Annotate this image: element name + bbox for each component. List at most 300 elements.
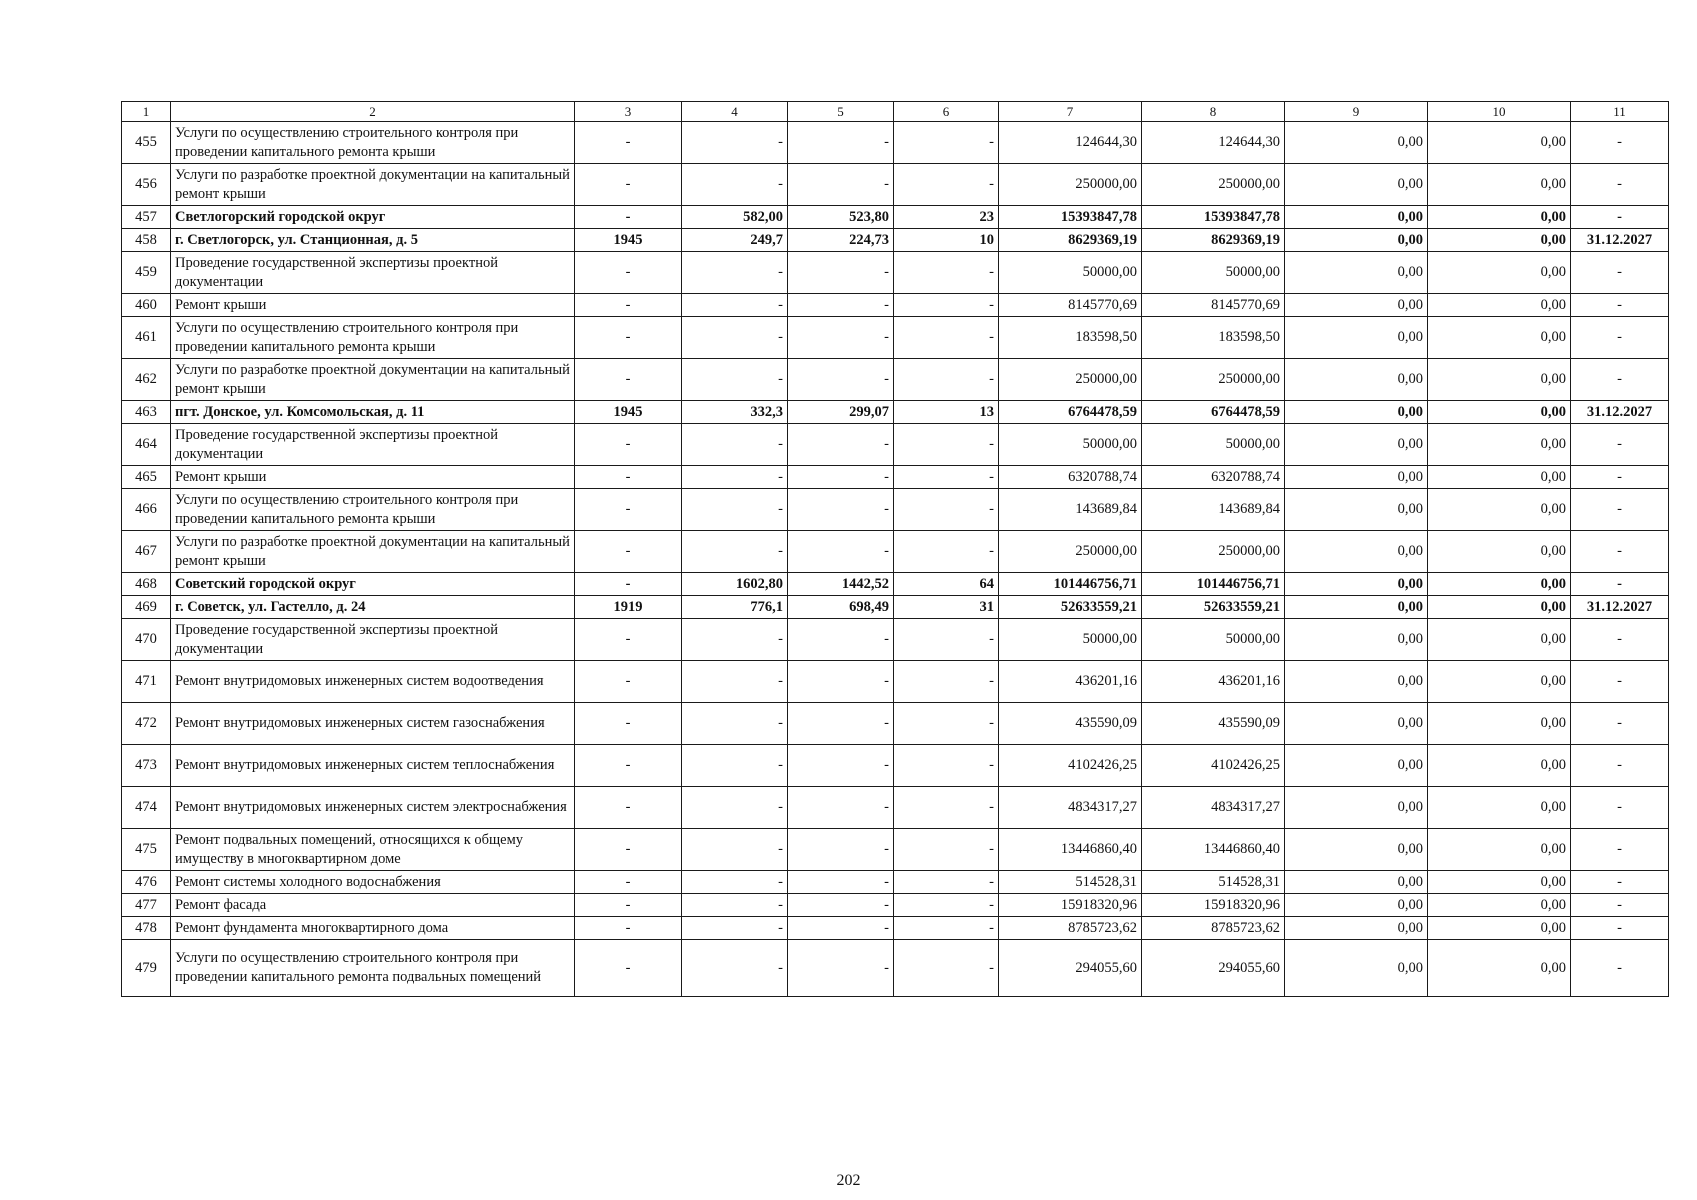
item-name-cell: г. Светлогорск, ул. Станционная, д. 5	[171, 229, 575, 252]
year-cell: -	[575, 917, 682, 940]
item-name-cell: Ремонт подвальных помещений, относящихся к общему имуществу в многоквартирном доме	[171, 829, 575, 871]
cost-budget-cell: 0,00	[1285, 871, 1428, 894]
residents-cell: -	[894, 424, 999, 466]
residents-cell: -	[894, 164, 999, 206]
area-total-cell: 332,3	[682, 401, 788, 424]
item-name-cell: Проведение государственной экспертизы проектной документации	[171, 252, 575, 294]
item-name-cell: Ремонт внутридомовых инженерных систем электроснабжения	[171, 787, 575, 829]
area-living-cell: -	[788, 829, 894, 871]
table-row	[122, 359, 1669, 401]
item-name-cell: Ремонт фасада	[171, 894, 575, 917]
item-name-cell: Ремонт внутридомовых инженерных систем теплоснабжения	[171, 745, 575, 787]
area-total-cell: -	[682, 745, 788, 787]
item-name-cell: Услуги по разработке проектной документации на капитальный ремонт крыши	[171, 359, 575, 401]
cost-budget-cell: 0,00	[1285, 787, 1428, 829]
year-cell: -	[575, 531, 682, 573]
item-name-cell: Ремонт внутридомовых инженерных систем водоотведения	[171, 661, 575, 703]
year-cell: -	[575, 745, 682, 787]
cost-total-cell: 250000,00	[999, 164, 1142, 206]
area-total-cell: -	[682, 317, 788, 359]
table-row	[122, 252, 1669, 294]
residents-cell: -	[894, 466, 999, 489]
residents-cell: -	[894, 661, 999, 703]
cost-fund-cell: 4102426,25	[1142, 745, 1285, 787]
table-row	[122, 531, 1669, 573]
cost-other-cell: 0,00	[1428, 489, 1571, 531]
deadline-cell: -	[1571, 745, 1669, 787]
cost-other-cell: 0,00	[1428, 206, 1571, 229]
cost-fund-cell: 13446860,40	[1142, 829, 1285, 871]
year-cell: -	[575, 703, 682, 745]
table-row	[122, 573, 1669, 596]
page-number: 202	[836, 1172, 861, 1189]
area-living-cell: -	[788, 294, 894, 317]
table-row	[122, 294, 1669, 317]
cost-other-cell: 0,00	[1428, 252, 1571, 294]
area-living-cell: -	[788, 317, 894, 359]
area-living-cell: -	[788, 894, 894, 917]
residents-cell: -	[894, 489, 999, 531]
cost-fund-cell: 50000,00	[1142, 424, 1285, 466]
area-total-cell: -	[682, 359, 788, 401]
year-cell: -	[575, 894, 682, 917]
header-cell-4: 4	[682, 102, 788, 122]
table-row	[122, 829, 1669, 871]
area-living-cell: 698,49	[788, 596, 894, 619]
row-number-cell: 457	[122, 206, 171, 229]
deadline-cell: -	[1571, 661, 1669, 703]
item-name-cell: Проведение государственной экспертизы проектной документации	[171, 619, 575, 661]
cost-total-cell: 52633559,21	[999, 596, 1142, 619]
header-cell-2: 2	[171, 102, 575, 122]
year-cell: -	[575, 317, 682, 359]
cost-other-cell: 0,00	[1428, 940, 1571, 997]
cost-total-cell: 6320788,74	[999, 466, 1142, 489]
row-number-cell: 469	[122, 596, 171, 619]
table-row	[122, 940, 1669, 997]
cost-total-cell: 143689,84	[999, 489, 1142, 531]
cost-total-cell: 50000,00	[999, 252, 1142, 294]
cost-budget-cell: 0,00	[1285, 317, 1428, 359]
deadline-cell: -	[1571, 317, 1669, 359]
table-row	[122, 871, 1669, 894]
area-living-cell: -	[788, 661, 894, 703]
deadline-cell: -	[1571, 787, 1669, 829]
item-name-cell: Проведение государственной экспертизы проектной документации	[171, 424, 575, 466]
year-cell: -	[575, 164, 682, 206]
row-number-cell: 474	[122, 787, 171, 829]
deadline-cell: -	[1571, 940, 1669, 997]
residents-cell: -	[894, 787, 999, 829]
header-cell-8: 8	[1142, 102, 1285, 122]
residents-cell: -	[894, 252, 999, 294]
table-row	[122, 661, 1669, 703]
residents-cell: 64	[894, 573, 999, 596]
year-cell: -	[575, 359, 682, 401]
area-living-cell: -	[788, 359, 894, 401]
residents-cell: -	[894, 122, 999, 164]
table-row	[122, 917, 1669, 940]
area-total-cell: -	[682, 871, 788, 894]
area-total-cell: 582,00	[682, 206, 788, 229]
table-row	[122, 164, 1669, 206]
area-living-cell: -	[788, 164, 894, 206]
row-number-cell: 468	[122, 573, 171, 596]
year-cell: -	[575, 619, 682, 661]
area-total-cell: 776,1	[682, 596, 788, 619]
area-living-cell: -	[788, 871, 894, 894]
deadline-cell: -	[1571, 424, 1669, 466]
header-cell-11: 11	[1571, 102, 1669, 122]
cost-fund-cell: 183598,50	[1142, 317, 1285, 359]
cost-total-cell: 250000,00	[999, 359, 1142, 401]
cost-total-cell: 8629369,19	[999, 229, 1142, 252]
cost-other-cell: 0,00	[1428, 829, 1571, 871]
item-name-cell: Ремонт крыши	[171, 466, 575, 489]
cost-fund-cell: 52633559,21	[1142, 596, 1285, 619]
area-living-cell: 299,07	[788, 401, 894, 424]
item-name-cell: Ремонт фундамента многоквартирного дома	[171, 917, 575, 940]
cost-budget-cell: 0,00	[1285, 661, 1428, 703]
cost-other-cell: 0,00	[1428, 871, 1571, 894]
cost-budget-cell: 0,00	[1285, 401, 1428, 424]
item-name-cell: г. Советск, ул. Гастелло, д. 24	[171, 596, 575, 619]
header-cell-3: 3	[575, 102, 682, 122]
row-number-cell: 473	[122, 745, 171, 787]
header-cell-9: 9	[1285, 102, 1428, 122]
row-number-cell: 471	[122, 661, 171, 703]
cost-fund-cell: 8629369,19	[1142, 229, 1285, 252]
deadline-cell: -	[1571, 122, 1669, 164]
residents-cell: -	[894, 917, 999, 940]
cost-total-cell: 15393847,78	[999, 206, 1142, 229]
table-row	[122, 401, 1669, 424]
cost-fund-cell: 6320788,74	[1142, 466, 1285, 489]
row-number-cell: 475	[122, 829, 171, 871]
area-living-cell: -	[788, 122, 894, 164]
area-total-cell: -	[682, 294, 788, 317]
table-row	[122, 619, 1669, 661]
item-name-cell: Услуги по осуществлению строительного контроля при проведении капитального ремонта крыши	[171, 122, 575, 164]
residents-cell: -	[894, 829, 999, 871]
area-living-cell: -	[788, 252, 894, 294]
budget-table	[121, 101, 1669, 997]
cost-total-cell: 250000,00	[999, 531, 1142, 573]
cost-other-cell: 0,00	[1428, 894, 1571, 917]
cost-fund-cell: 294055,60	[1142, 940, 1285, 997]
residents-cell: -	[894, 871, 999, 894]
table-row	[122, 229, 1669, 252]
area-total-cell: -	[682, 917, 788, 940]
area-living-cell: -	[788, 424, 894, 466]
table-row	[122, 489, 1669, 531]
cost-other-cell: 0,00	[1428, 573, 1571, 596]
item-name-cell: Услуги по разработке проектной документации на капитальный ремонт крыши	[171, 164, 575, 206]
cost-fund-cell: 15393847,78	[1142, 206, 1285, 229]
cost-fund-cell: 50000,00	[1142, 619, 1285, 661]
row-number-cell: 465	[122, 466, 171, 489]
cost-other-cell: 0,00	[1428, 531, 1571, 573]
cost-fund-cell: 143689,84	[1142, 489, 1285, 531]
cost-budget-cell: 0,00	[1285, 359, 1428, 401]
residents-cell: -	[894, 894, 999, 917]
table-row	[122, 206, 1669, 229]
cost-other-cell: 0,00	[1428, 619, 1571, 661]
row-number-cell: 472	[122, 703, 171, 745]
row-number-cell: 461	[122, 317, 171, 359]
area-total-cell: -	[682, 940, 788, 997]
row-number-cell: 466	[122, 489, 171, 531]
cost-fund-cell: 8145770,69	[1142, 294, 1285, 317]
year-cell: -	[575, 940, 682, 997]
cost-budget-cell: 0,00	[1285, 489, 1428, 531]
area-total-cell: -	[682, 531, 788, 573]
deadline-cell: -	[1571, 531, 1669, 573]
table-row	[122, 894, 1669, 917]
row-number-cell: 467	[122, 531, 171, 573]
residents-cell: 10	[894, 229, 999, 252]
item-name-cell: Советский городской округ	[171, 573, 575, 596]
cost-total-cell: 124644,30	[999, 122, 1142, 164]
header-cell-6: 6	[894, 102, 999, 122]
cost-other-cell: 0,00	[1428, 466, 1571, 489]
year-cell: -	[575, 122, 682, 164]
deadline-cell: -	[1571, 917, 1669, 940]
item-name-cell: Услуги по разработке проектной документации на капитальный ремонт крыши	[171, 531, 575, 573]
cost-other-cell: 0,00	[1428, 122, 1571, 164]
cost-total-cell: 183598,50	[999, 317, 1142, 359]
table-header-row	[122, 102, 1669, 122]
year-cell: 1945	[575, 229, 682, 252]
area-living-cell: -	[788, 787, 894, 829]
cost-budget-cell: 0,00	[1285, 940, 1428, 997]
cost-budget-cell: 0,00	[1285, 573, 1428, 596]
table-row	[122, 745, 1669, 787]
deadline-cell: -	[1571, 703, 1669, 745]
year-cell: -	[575, 466, 682, 489]
year-cell: 1945	[575, 401, 682, 424]
cost-other-cell: 0,00	[1428, 294, 1571, 317]
area-total-cell: 1602,80	[682, 573, 788, 596]
row-number-cell: 459	[122, 252, 171, 294]
cost-total-cell: 294055,60	[999, 940, 1142, 997]
header-cell-5: 5	[788, 102, 894, 122]
table-row	[122, 596, 1669, 619]
area-total-cell: -	[682, 703, 788, 745]
cost-other-cell: 0,00	[1428, 745, 1571, 787]
row-number-cell: 479	[122, 940, 171, 997]
year-cell: -	[575, 829, 682, 871]
deadline-cell: -	[1571, 359, 1669, 401]
cost-total-cell: 13446860,40	[999, 829, 1142, 871]
area-living-cell: -	[788, 619, 894, 661]
cost-total-cell: 436201,16	[999, 661, 1142, 703]
header-cell-7: 7	[999, 102, 1142, 122]
cost-other-cell: 0,00	[1428, 917, 1571, 940]
row-number-cell: 456	[122, 164, 171, 206]
cost-fund-cell: 250000,00	[1142, 531, 1285, 573]
cost-fund-cell: 50000,00	[1142, 252, 1285, 294]
deadline-cell: -	[1571, 466, 1669, 489]
deadline-cell: -	[1571, 206, 1669, 229]
cost-other-cell: 0,00	[1428, 661, 1571, 703]
cost-total-cell: 8145770,69	[999, 294, 1142, 317]
cost-fund-cell: 101446756,71	[1142, 573, 1285, 596]
area-living-cell: -	[788, 745, 894, 787]
deadline-cell: -	[1571, 619, 1669, 661]
row-number-cell: 477	[122, 894, 171, 917]
cost-fund-cell: 250000,00	[1142, 164, 1285, 206]
cost-fund-cell: 6764478,59	[1142, 401, 1285, 424]
area-living-cell: -	[788, 489, 894, 531]
area-total-cell: -	[682, 164, 788, 206]
area-living-cell: -	[788, 917, 894, 940]
cost-other-cell: 0,00	[1428, 401, 1571, 424]
cost-total-cell: 514528,31	[999, 871, 1142, 894]
deadline-cell: -	[1571, 252, 1669, 294]
residents-cell: -	[894, 940, 999, 997]
cost-other-cell: 0,00	[1428, 703, 1571, 745]
table-row	[122, 466, 1669, 489]
item-name-cell: Ремонт внутридомовых инженерных систем газоснабжения	[171, 703, 575, 745]
cost-budget-cell: 0,00	[1285, 829, 1428, 871]
deadline-cell: -	[1571, 829, 1669, 871]
residents-cell: -	[894, 531, 999, 573]
residents-cell: -	[894, 317, 999, 359]
table-row	[122, 703, 1669, 745]
cost-total-cell: 8785723,62	[999, 917, 1142, 940]
area-living-cell: 224,73	[788, 229, 894, 252]
table-row	[122, 787, 1669, 829]
header-cell-1: 1	[122, 102, 171, 122]
area-total-cell: -	[682, 424, 788, 466]
cost-budget-cell: 0,00	[1285, 531, 1428, 573]
row-number-cell: 464	[122, 424, 171, 466]
area-total-cell: -	[682, 894, 788, 917]
cost-other-cell: 0,00	[1428, 787, 1571, 829]
area-total-cell: 249,7	[682, 229, 788, 252]
item-name-cell: Услуги по осуществлению строительного контроля при проведении капитального ремонта крыши	[171, 317, 575, 359]
cost-budget-cell: 0,00	[1285, 619, 1428, 661]
area-total-cell: -	[682, 466, 788, 489]
residents-cell: 13	[894, 401, 999, 424]
item-name-cell: Ремонт крыши	[171, 294, 575, 317]
deadline-cell: -	[1571, 164, 1669, 206]
deadline-cell: -	[1571, 894, 1669, 917]
residents-cell: 23	[894, 206, 999, 229]
residents-cell: -	[894, 294, 999, 317]
row-number-cell: 462	[122, 359, 171, 401]
cost-other-cell: 0,00	[1428, 229, 1571, 252]
cost-budget-cell: 0,00	[1285, 229, 1428, 252]
item-name-cell: пгт. Донское, ул. Комсомольская, д. 11	[171, 401, 575, 424]
cost-budget-cell: 0,00	[1285, 164, 1428, 206]
item-name-cell: Услуги по осуществлению строительного контроля при проведении капитального ремонта подвальных помещений	[171, 940, 575, 997]
area-total-cell: -	[682, 122, 788, 164]
row-number-cell: 476	[122, 871, 171, 894]
cost-total-cell: 101446756,71	[999, 573, 1142, 596]
cost-fund-cell: 124644,30	[1142, 122, 1285, 164]
deadline-cell: 31.12.2027	[1571, 229, 1669, 252]
row-number-cell: 460	[122, 294, 171, 317]
item-name-cell: Светлогорский городской округ	[171, 206, 575, 229]
cost-total-cell: 6764478,59	[999, 401, 1142, 424]
item-name-cell: Услуги по осуществлению строительного контроля при проведении капитального ремонта крыши	[171, 489, 575, 531]
table-row	[122, 317, 1669, 359]
cost-budget-cell: 0,00	[1285, 466, 1428, 489]
item-name-cell: Ремонт системы холодного водоснабжения	[171, 871, 575, 894]
cost-budget-cell: 0,00	[1285, 703, 1428, 745]
cost-budget-cell: 0,00	[1285, 122, 1428, 164]
year-cell: -	[575, 573, 682, 596]
area-total-cell: -	[682, 661, 788, 703]
deadline-cell: -	[1571, 573, 1669, 596]
cost-budget-cell: 0,00	[1285, 206, 1428, 229]
cost-total-cell: 4102426,25	[999, 745, 1142, 787]
cost-total-cell: 15918320,96	[999, 894, 1142, 917]
header-cell-10: 10	[1428, 102, 1571, 122]
area-living-cell: -	[788, 466, 894, 489]
area-living-cell: -	[788, 531, 894, 573]
cost-other-cell: 0,00	[1428, 317, 1571, 359]
row-number-cell: 478	[122, 917, 171, 940]
cost-total-cell: 4834317,27	[999, 787, 1142, 829]
cost-budget-cell: 0,00	[1285, 894, 1428, 917]
cost-other-cell: 0,00	[1428, 359, 1571, 401]
area-total-cell: -	[682, 252, 788, 294]
year-cell: 1919	[575, 596, 682, 619]
cost-total-cell: 50000,00	[999, 424, 1142, 466]
area-living-cell: 523,80	[788, 206, 894, 229]
cost-budget-cell: 0,00	[1285, 917, 1428, 940]
cost-other-cell: 0,00	[1428, 424, 1571, 466]
year-cell: -	[575, 489, 682, 531]
cost-fund-cell: 514528,31	[1142, 871, 1285, 894]
year-cell: -	[575, 252, 682, 294]
row-number-cell: 455	[122, 122, 171, 164]
cost-fund-cell: 435590,09	[1142, 703, 1285, 745]
year-cell: -	[575, 206, 682, 229]
residents-cell: -	[894, 703, 999, 745]
cost-fund-cell: 250000,00	[1142, 359, 1285, 401]
residents-cell: -	[894, 745, 999, 787]
area-total-cell: -	[682, 829, 788, 871]
deadline-cell: 31.12.2027	[1571, 401, 1669, 424]
year-cell: -	[575, 294, 682, 317]
deadline-cell: 31.12.2027	[1571, 596, 1669, 619]
year-cell: -	[575, 661, 682, 703]
year-cell: -	[575, 424, 682, 466]
cost-fund-cell: 4834317,27	[1142, 787, 1285, 829]
area-total-cell: -	[682, 619, 788, 661]
row-number-cell: 463	[122, 401, 171, 424]
residents-cell: -	[894, 619, 999, 661]
deadline-cell: -	[1571, 294, 1669, 317]
year-cell: -	[575, 871, 682, 894]
area-living-cell: -	[788, 940, 894, 997]
cost-fund-cell: 15918320,96	[1142, 894, 1285, 917]
cost-fund-cell: 8785723,62	[1142, 917, 1285, 940]
table-row	[122, 424, 1669, 466]
row-number-cell: 470	[122, 619, 171, 661]
residents-cell: 31	[894, 596, 999, 619]
area-living-cell: 1442,52	[788, 573, 894, 596]
cost-fund-cell: 436201,16	[1142, 661, 1285, 703]
area-total-cell: -	[682, 787, 788, 829]
area-total-cell: -	[682, 489, 788, 531]
cost-budget-cell: 0,00	[1285, 745, 1428, 787]
cost-total-cell: 435590,09	[999, 703, 1142, 745]
